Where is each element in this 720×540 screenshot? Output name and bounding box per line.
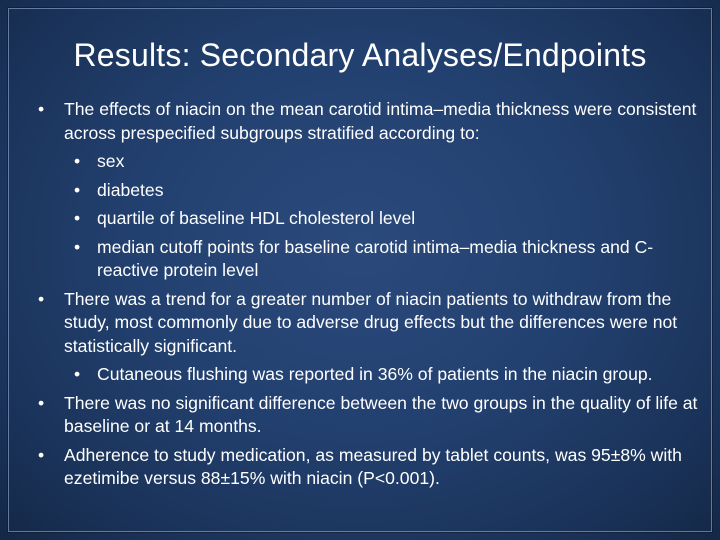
slide-title: Results: Secondary Analyses/Endpoints bbox=[73, 37, 647, 73]
bullet-item bbox=[38, 98, 698, 283]
bullet-text: There was a trend for a greater number of niacin patients to withdraw from the study, most commonly due to adverse drug effects but the differences were not statistically significant. bbox=[64, 288, 678, 356]
slide-body bbox=[38, 98, 698, 496]
sub-bullet-item: • sex bbox=[64, 150, 698, 174]
sub-bullet-item: • median cutoff points for baseline carotid intima–media thickness and C-reactive protein level bbox=[64, 236, 698, 283]
sub-bullet-item: • diabetes bbox=[64, 179, 698, 203]
bullet-item bbox=[38, 392, 698, 439]
bullet-item bbox=[38, 288, 698, 387]
bullet-text: There was no significant difference between the two groups in the quality of life at baseline or at 14 months. bbox=[64, 392, 698, 436]
bullet-text: The effects of niacin on the mean carotid intima–media thickness were consistent across prespecified subgroups stratified according to: bbox=[64, 99, 697, 143]
bullet-item bbox=[38, 444, 698, 491]
sub-bullet-item: • quartile of baseline HDL cholesterol level bbox=[64, 207, 698, 231]
bullet-list bbox=[38, 98, 698, 491]
sub-bullet-item: • Cutaneous flushing was reported in 36% of patients in the niacin group. bbox=[64, 363, 698, 387]
bullet-text: Adherence to study medication, as measured by tablet counts, was 95±8% with ezetimibe versus 88±15% with niacin (P<0.001). bbox=[64, 444, 682, 488]
sub-bullet-list bbox=[64, 363, 698, 387]
sub-bullet-list bbox=[64, 150, 698, 283]
